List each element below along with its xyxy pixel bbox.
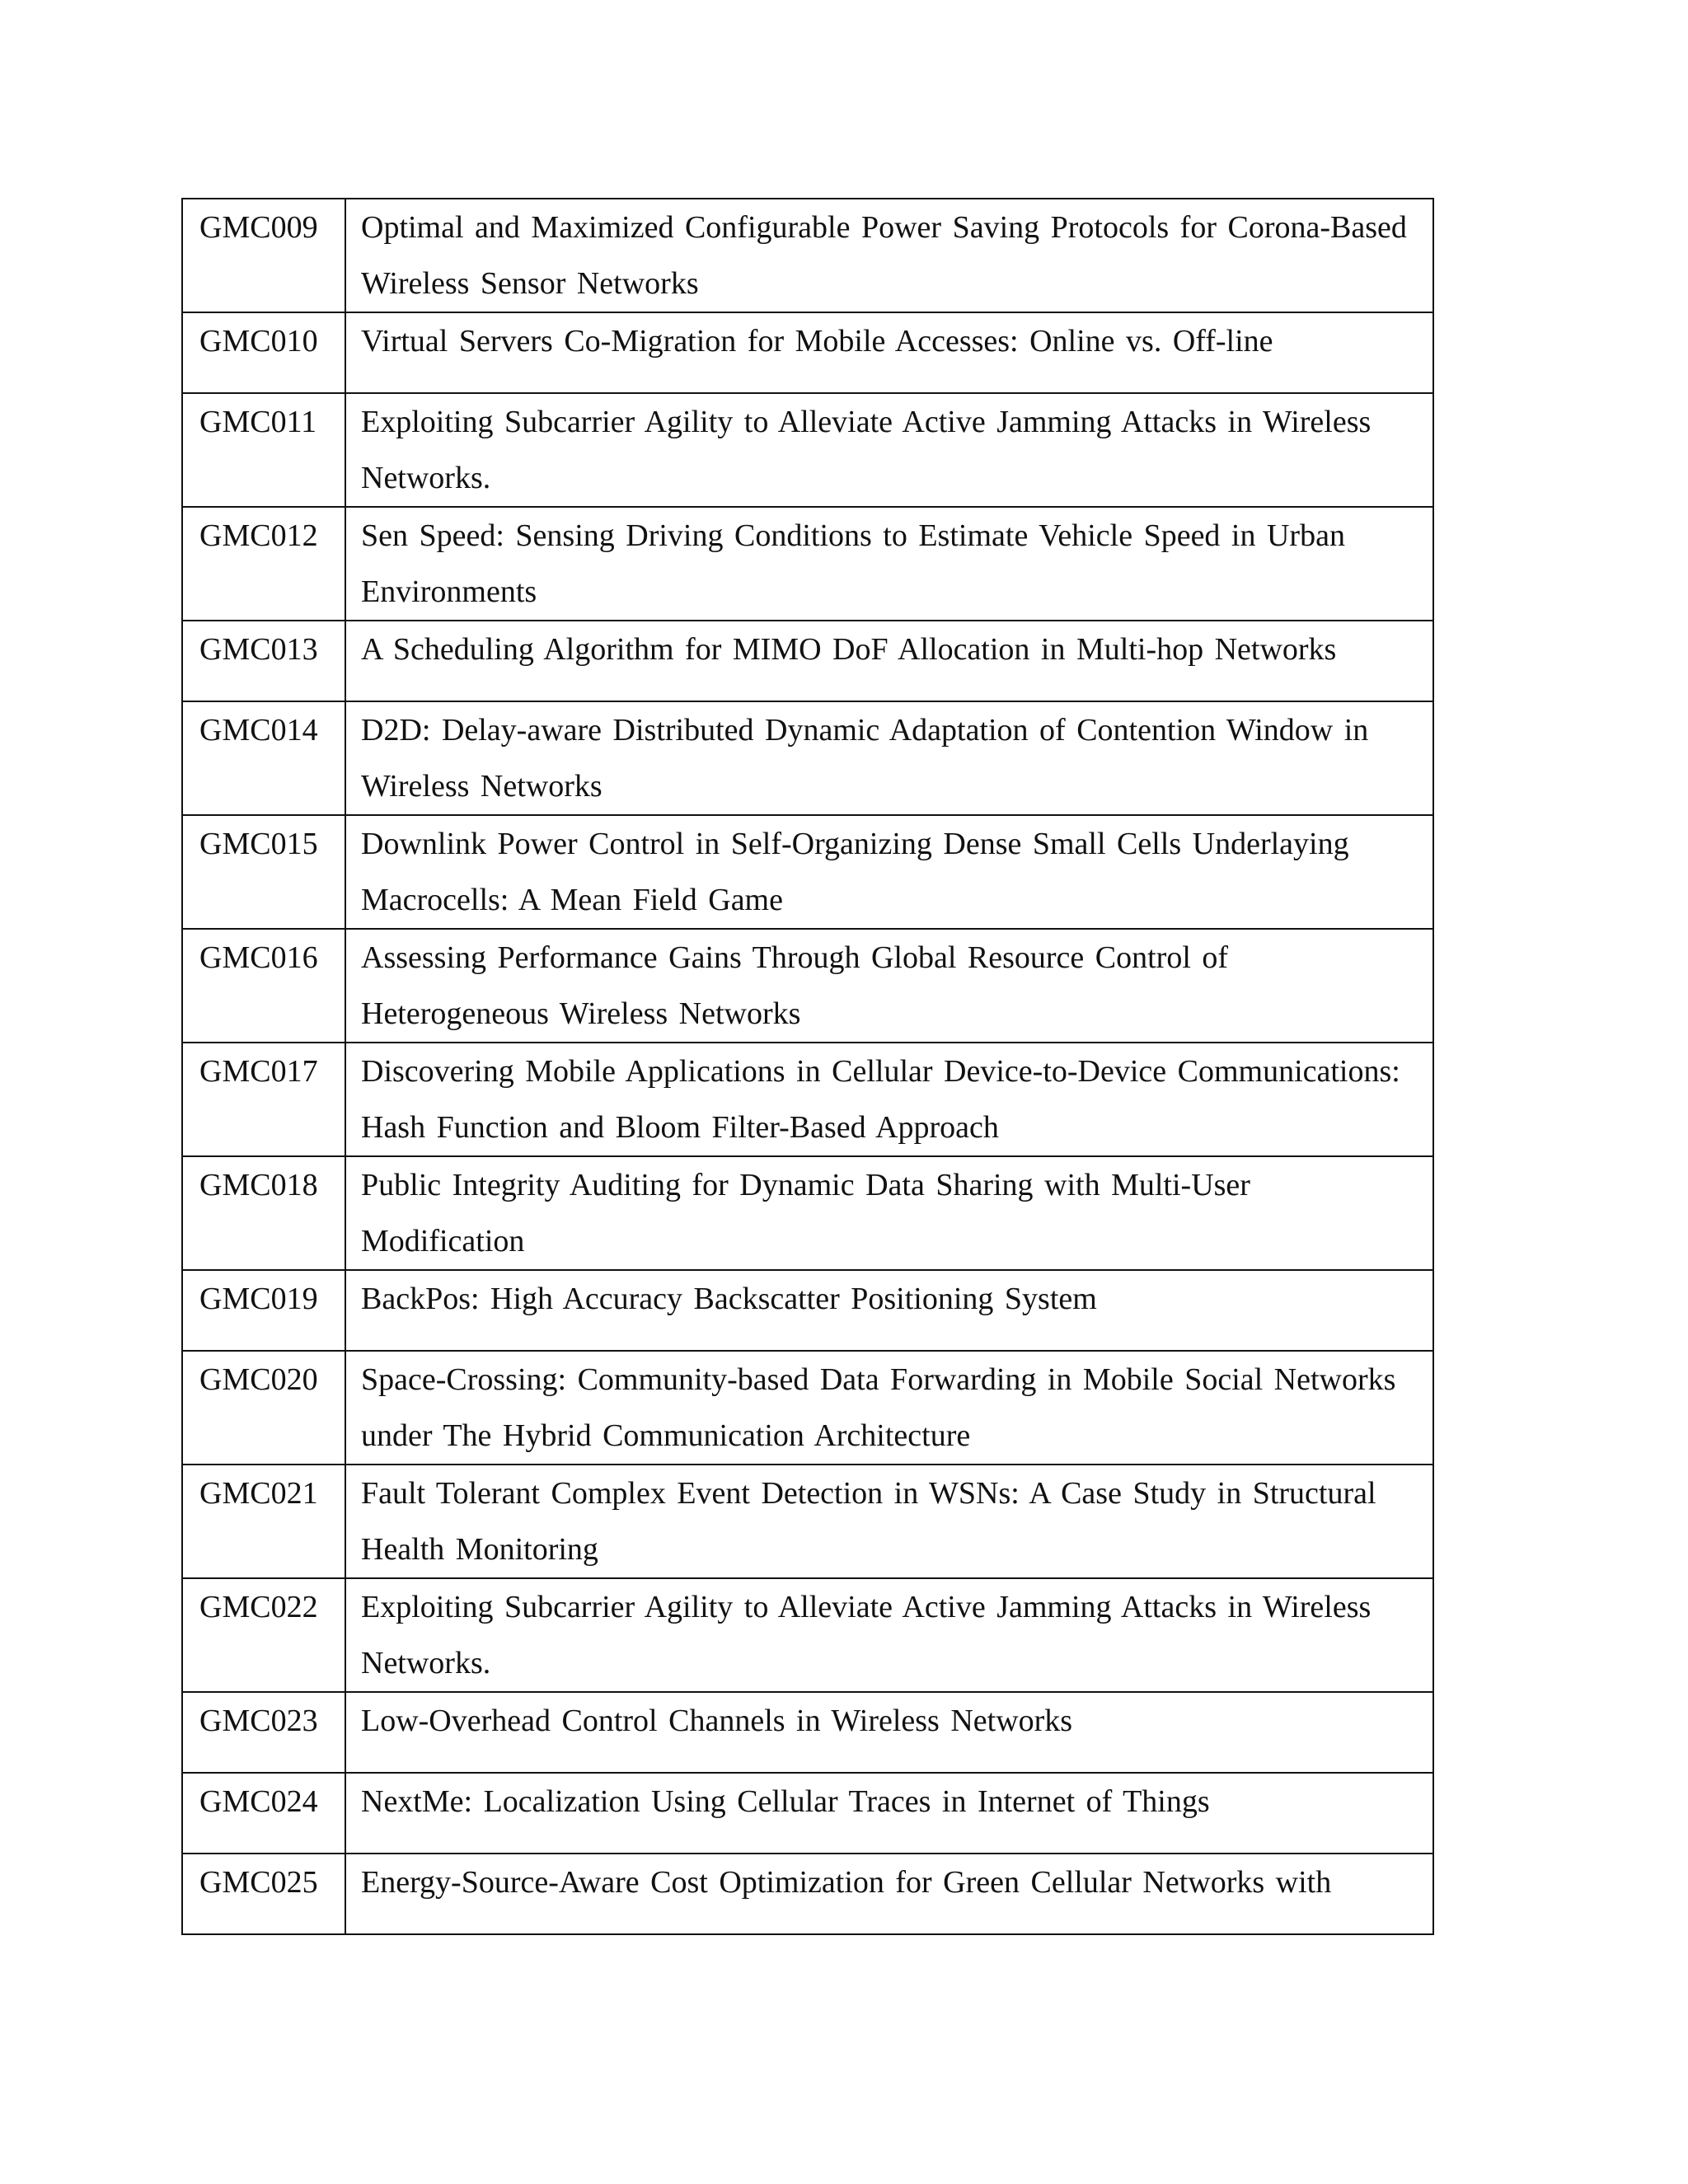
project-titles-table [181, 198, 1434, 1935]
project-title: Virtual Servers Co-Migration for Mobile Accesses: Online vs. Off-line [345, 312, 1433, 393]
project-code: GMC009 [182, 199, 345, 312]
table-row [182, 312, 1433, 393]
project-code: GMC015 [182, 815, 345, 929]
project-title: NextMe: Localization Using Cellular Traces in Internet of Things [345, 1773, 1433, 1854]
table-row [182, 199, 1433, 312]
table-row [182, 1854, 1433, 1934]
project-title: Discovering Mobile Applications in Cellular Device-to-Device Communications: Hash Function and Bloom Filter-Based Approach [345, 1043, 1433, 1156]
table-row [182, 815, 1433, 929]
project-title: Low-Overhead Control Channels in Wireless Networks [345, 1692, 1433, 1773]
table-row [182, 621, 1433, 701]
project-title: A Scheduling Algorithm for MIMO DoF Allocation in Multi-hop Networks [345, 621, 1433, 701]
project-title: Downlink Power Control in Self-Organizing Dense Small Cells Underlaying Macrocells: A Mean Field Game [345, 815, 1433, 929]
project-code: GMC012 [182, 507, 345, 621]
project-code: GMC024 [182, 1773, 345, 1854]
project-code: GMC011 [182, 393, 345, 507]
table-row [182, 507, 1433, 621]
project-title: Fault Tolerant Complex Event Detection in WSNs: A Case Study in Structural Health Monitoring [345, 1465, 1433, 1578]
table-row [182, 1270, 1433, 1351]
table-row [182, 1692, 1433, 1773]
project-code: GMC010 [182, 312, 345, 393]
table-row [182, 1156, 1433, 1270]
project-title: Energy-Source-Aware Cost Optimization for Green Cellular Networks with [345, 1854, 1433, 1934]
project-title: Sen Speed: Sensing Driving Conditions to Estimate Vehicle Speed in Urban Environments [345, 507, 1433, 621]
table-row [182, 1043, 1433, 1156]
project-code: GMC013 [182, 621, 345, 701]
project-code: GMC017 [182, 1043, 345, 1156]
project-code: GMC019 [182, 1270, 345, 1351]
project-code: GMC020 [182, 1351, 345, 1465]
project-title: D2D: Delay-aware Distributed Dynamic Adaptation of Contention Window in Wireless Networks [345, 701, 1433, 815]
project-code: GMC025 [182, 1854, 345, 1934]
table-row [182, 929, 1433, 1043]
project-title: Public Integrity Auditing for Dynamic Data Sharing with Multi-User Modification [345, 1156, 1433, 1270]
table-row [182, 1773, 1433, 1854]
project-title: Optimal and Maximized Configurable Power Saving Protocols for Corona-Based Wireless Sensor Networks [345, 199, 1433, 312]
project-title: Assessing Performance Gains Through Global Resource Control of Heterogeneous Wireless Networks [345, 929, 1433, 1043]
table-row [182, 1465, 1433, 1578]
project-code: GMC018 [182, 1156, 345, 1270]
project-title: Space-Crossing: Community-based Data Forwarding in Mobile Social Networks under The Hybrid Communication Architecture [345, 1351, 1433, 1465]
project-code: GMC014 [182, 701, 345, 815]
project-title: Exploiting Subcarrier Agility to Alleviate Active Jamming Attacks in Wireless Networks. [345, 393, 1433, 507]
table-row [182, 393, 1433, 507]
project-title: Exploiting Subcarrier Agility to Alleviate Active Jamming Attacks in Wireless Networks. [345, 1578, 1433, 1692]
project-code: GMC016 [182, 929, 345, 1043]
table-row [182, 1351, 1433, 1465]
project-title: BackPos: High Accuracy Backscatter Positioning System [345, 1270, 1433, 1351]
project-code: GMC023 [182, 1692, 345, 1773]
table-row [182, 701, 1433, 815]
table-body [182, 199, 1433, 1934]
project-code: GMC021 [182, 1465, 345, 1578]
project-code: GMC022 [182, 1578, 345, 1692]
table-row [182, 1578, 1433, 1692]
